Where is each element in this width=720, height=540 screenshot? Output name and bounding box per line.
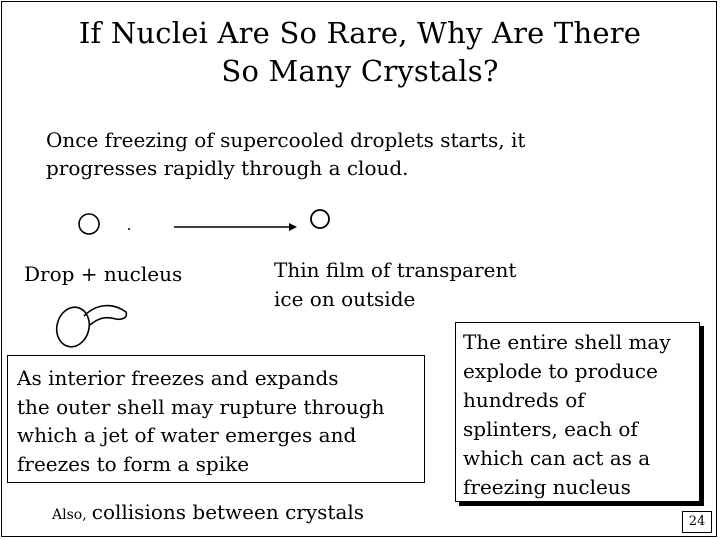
- right-box-line: which can act as a: [463, 446, 651, 470]
- shell-explosion-box: [455, 322, 700, 502]
- title-line-1: If Nuclei Are So Rare, Why Are There: [78, 16, 642, 50]
- left-box-line: which a jet of water emerges and: [17, 423, 357, 447]
- also-prefix: Also,: [52, 507, 87, 523]
- intro-line-1: Once freezing of supercooled droplets starts, it: [46, 128, 526, 152]
- ice-spike: [84, 306, 126, 325]
- drop-circle: [79, 214, 99, 234]
- spike-drop-ellipse: [52, 304, 93, 351]
- left-box-line: freezes to form a spike: [17, 451, 250, 476]
- arrow-head: [289, 223, 297, 231]
- title-line-2: So Many Crystals?: [221, 54, 499, 88]
- also-note: [52, 500, 364, 524]
- also-text: collisions between crystals: [91, 500, 365, 524]
- nucleus-dot: [128, 228, 130, 230]
- label-drop-nucleus: Drop + nucleus: [24, 262, 183, 286]
- right-box-line: explode to produce: [463, 359, 658, 383]
- right-box-line: splinters, each of: [463, 417, 638, 441]
- right-box-line: hundreds of: [463, 388, 585, 412]
- page-number: 24: [682, 511, 712, 533]
- spike-explanation-box: [7, 355, 425, 483]
- right-box-line: freezing nucleus: [463, 475, 631, 499]
- label-thin-film: [274, 256, 516, 314]
- label-film-line-1: Thin film of transparent: [274, 258, 517, 282]
- frozen-drop-circle: [311, 210, 329, 228]
- left-box-line: As interior freezes and expands: [17, 366, 339, 390]
- intro-line-2: progresses rapidly through a cloud.: [46, 156, 409, 180]
- left-box-line: the outer shell may rupture through: [17, 394, 385, 419]
- right-box-line: The entire shell may: [463, 330, 671, 354]
- label-film-line-2: ice on outside: [274, 287, 416, 311]
